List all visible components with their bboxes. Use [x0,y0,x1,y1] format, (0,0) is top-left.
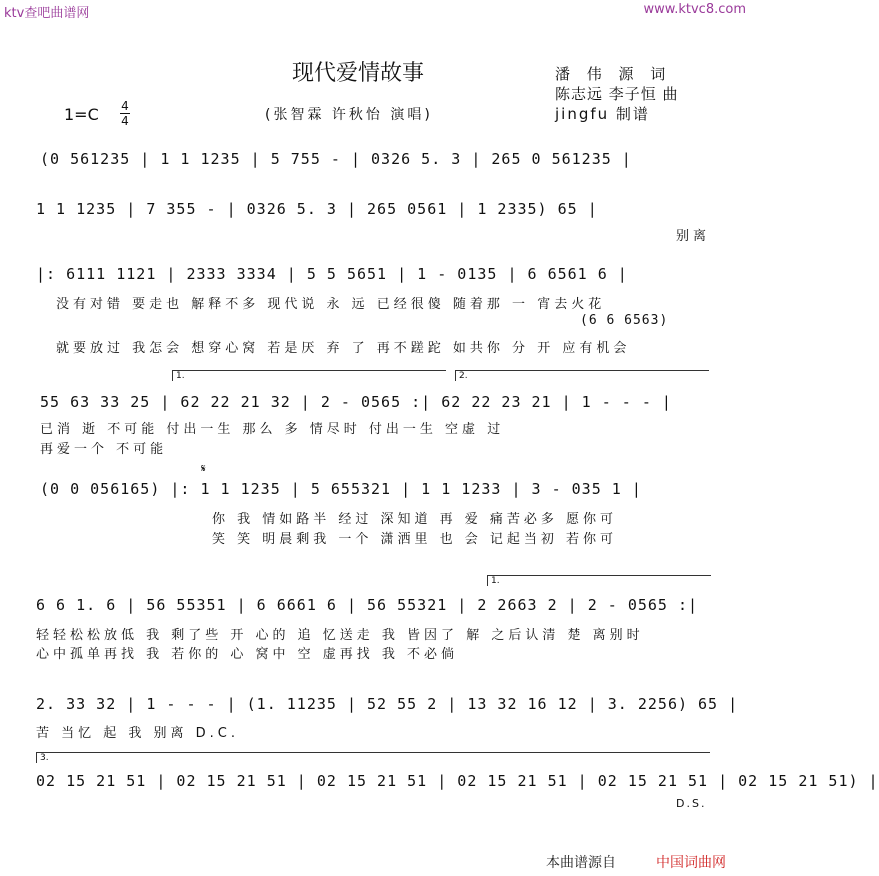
first-ending-bracket-2: 1. [487,575,711,586]
credits [555,64,679,124]
lyric-row-3-line-1: 没有对错 要走也 解释不多 现代说 永 远 已经很傻 随着那 一 宵去火花 [56,297,606,312]
footer-source-site: 中国词曲网 [656,855,726,871]
footer-source-label: 本曲谱源自 [546,855,616,871]
score-row-1: (0 561235 | 1 1 1235 | 5 755 - | 0326 5. 3 | 265 0 561235 | [40,150,632,168]
score-row-6: 6 6 1. 6 | 56 55351 | 6 6661 6 | 56 55321 | 2 2663 2 | 2 - 0565 :| [36,596,699,614]
third-ending-bracket: 3. [36,752,710,763]
lyric-row-5-line-2: 笑 笑 明晨剩我 一个 潇洒里 也 会 记起当初 若你可 [212,532,618,547]
lyric-row-3-line-2: 就要放过 我怎会 想穿心窝 若是厌 弃 了 再不蹉跎 如共你 分 开 应有机会 [56,341,631,356]
site-watermark-right: www.ktvc8.com [643,2,746,17]
composer: 陈志远 李子恒 曲 [555,85,679,103]
score-row-8: 02 15 21 51 | 02 15 21 51 | 02 15 21 51 | 02 15 21 51 | 02 15 21 51 | 02 15 21 51) | [36,772,879,790]
song-title: 现代爱情故事 [292,61,425,86]
score-row-5: (0 0 056165) |: 1 1 1235 | 5 655321 | 1 1 1233 | 3 - 035 1 | [40,480,642,498]
key-signature: 1=C [64,105,99,124]
time-signature: 4 4 [121,99,129,128]
second-ending-bracket: 2. [455,370,709,381]
lyric-row-6-line-1: 轻轻松松放低 我 剩了些 开 心的 追 忆送走 我 皆因了 解 之后认清 楚 离别时 [36,628,644,643]
alt-notes-row-3: (6 6 6563) [580,313,669,328]
lyric-row-7: 苦 当忆 起 我 别离 D.C. [36,726,240,741]
score-row-3: |: 6111 1121 | 2333 3334 | 5 5 5651 | 1 - 0135 | 6 6561 6 | [36,265,628,283]
arranger: jingfu 制谱 [555,105,650,123]
lyric-row-2: 别离 [676,229,711,244]
lyric-row-6-line-2: 心中孤单再找 我 若你的 心 窝中 空 虚再找 我 不必倘 [36,647,459,662]
ds-marker: D.S. [676,797,707,810]
first-ending-bracket: 1. [172,370,446,381]
score-row-4: 55 63 33 25 | 62 22 21 32 | 2 - 0565 :| 62 22 23 21 | 1 - - - | [40,393,672,411]
lyric-row-5-line-1: 你 我 情如路半 经过 深知道 再 爱 痛苦必多 愿你可 [212,512,618,527]
score-row-7: 2. 33 32 | 1 - - - | (1. 11235 | 52 55 2 | 13 32 16 12 | 3. 2256) 65 | [36,695,739,713]
lyric-row-4-line-2: 再爱一个 不可能 [40,442,168,457]
site-watermark-left: ktv查吧曲谱网 [4,6,90,21]
score-row-2: 1 1 1235 | 7 355 - | 0326 5. 3 | 265 0561 | 1 2335) 65 | [36,200,598,218]
lyricist: 潘 伟 源 词 [555,65,672,83]
segno-icon: 𝄋 [201,462,206,475]
singers: (张智霖 许秋怡 演唱) [265,107,433,123]
lyric-row-4-line-1: 已消 逝 不可能 付出一生 那么 多 情尽时 付出一生 空虚 过 [40,422,505,437]
